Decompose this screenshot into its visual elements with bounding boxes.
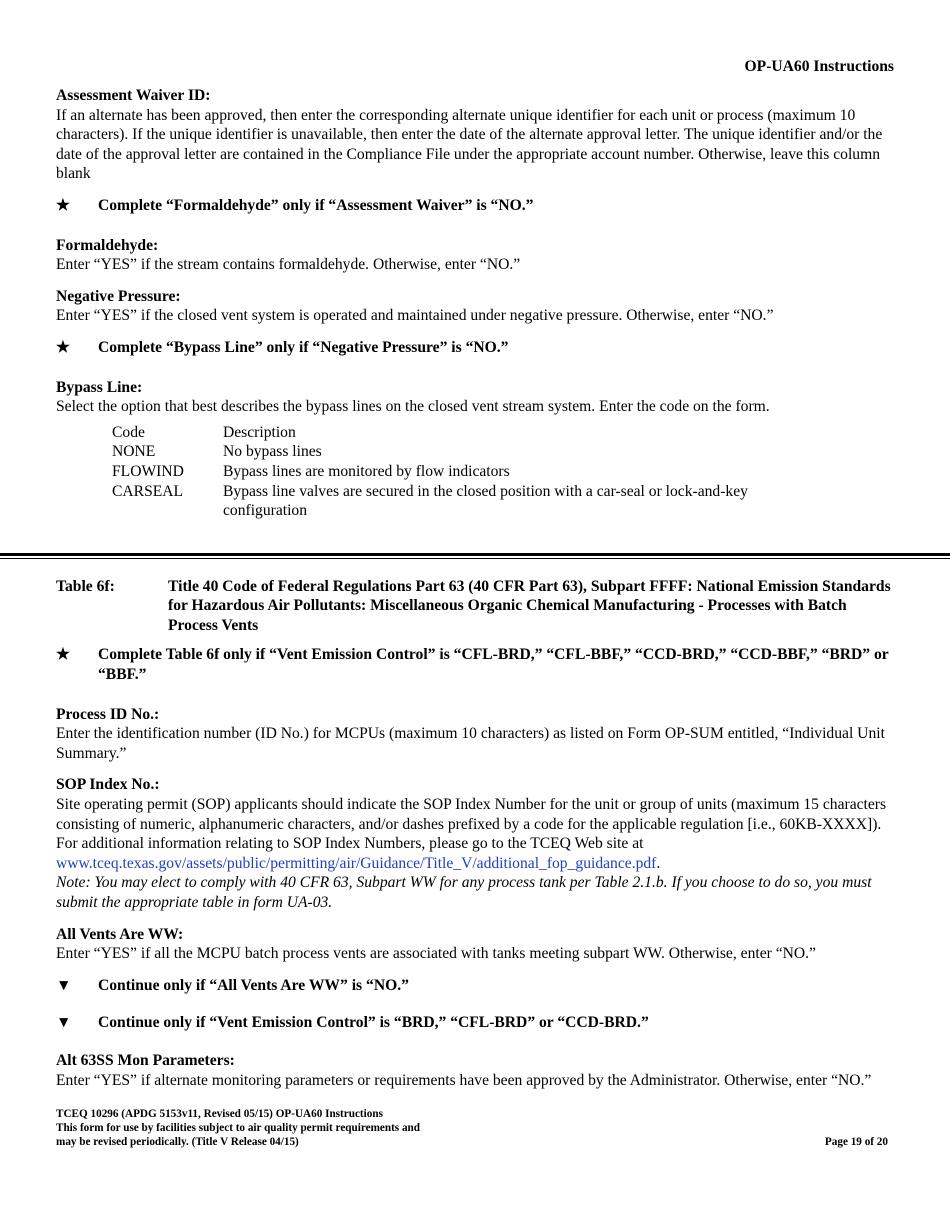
conditional-note [56, 196, 896, 216]
star-icon: ★ [56, 196, 70, 214]
description-cell: Bypass lines are monitored by flow indicators [223, 462, 510, 480]
section-heading: Assessment Waiver ID: [56, 87, 211, 104]
column-header-description: Description [223, 423, 296, 441]
star-icon: ★ [56, 338, 70, 356]
table-row [112, 462, 896, 482]
description-cell: No bypass lines [223, 443, 322, 461]
alt-63ss-section [56, 1051, 896, 1090]
body-text-end: . [656, 854, 661, 872]
note-text: Continue only if “Vent Emission Control” is “BRD,” “CFL-BRD” or “CCD-BRD.” [98, 1014, 649, 1032]
triangle-down-icon: ▼ [56, 976, 72, 994]
conditional-note [56, 338, 896, 358]
footer-line: may be revised periodically. (Title V Release 04/15) [56, 1136, 299, 1149]
section-heading: Process ID No.: [56, 705, 160, 723]
table-row [112, 482, 896, 521]
table-header-row [112, 423, 896, 443]
section-heading: Formaldehyde: [56, 236, 159, 254]
code-cell: NONE [112, 443, 156, 461]
description-cell: Bypass line valves are secured in the closed position with a car-seal or lock-and-key configuration [223, 482, 748, 520]
note-text: Continue only if “All Vents Are WW” is “NO.” [98, 976, 409, 994]
bypass-code-table [112, 423, 896, 521]
section-body: Enter “YES” if all the MCPU batch process vents are associated with tanks meeting subpart WW. Otherwise, enter “NO.” [56, 945, 816, 963]
page-number: Page 19 of 20 [824, 1136, 888, 1149]
table-6f-title [56, 577, 896, 636]
column-header-code: Code [112, 423, 145, 441]
code-cell: FLOWIND [112, 462, 184, 480]
bypass-line-section [56, 378, 896, 521]
section-heading: Negative Pressure: [56, 287, 181, 305]
all-vents-ww-section [56, 925, 896, 964]
section-body [56, 795, 896, 873]
section-body: Enter “YES” if the closed vent system is operated and maintained under negative pressure. Otherwise, enter “NO.” [56, 307, 774, 325]
table-row [112, 442, 896, 462]
triangle-down-icon: ▼ [56, 1014, 72, 1032]
section-body: Enter “YES” if the stream contains formaldehyde. Otherwise, enter “NO.” [56, 256, 521, 274]
footer-line: This form for use by facilities subject to air quality permit requirements and [56, 1122, 420, 1135]
assessment-waiver-section [56, 86, 896, 184]
conditional-note [56, 645, 896, 684]
note-text: Complete “Bypass Line” only if “Negative Pressure” is “NO.” [98, 338, 509, 356]
document-body [56, 86, 896, 1102]
section-body: Enter the identification number (ID No.) for MCPUs (maximum 10 characters) as listed on Form OP-SUM entitled, “Individual Unit Summary.” [56, 725, 885, 762]
code-cell: CARSEAL [112, 482, 184, 500]
table-label: Table 6f: [56, 577, 115, 595]
continue-note [56, 976, 896, 996]
negative-pressure-section [56, 287, 896, 326]
section-body: If an alternate has been approved, then enter the corresponding alternate unique identifier for each unit or process (maximum 10 characters). If the unique identifier is unavailable, then enter the date of the alternate approval letter. The unique identifier and/or the date of the approval letter are contained in the Compliance File under the appropriate account number. Otherwise, leave this column blank [56, 106, 883, 183]
page-footer [56, 1107, 888, 1150]
section-divider-thick [0, 553, 950, 556]
star-icon: ★ [56, 646, 70, 664]
section-heading: Alt 63SS Mon Parameters: [56, 1051, 235, 1069]
footer-line: TCEQ 10296 (APDG 5153v11, Revised 05/15) OP-UA60 Instructions [56, 1108, 383, 1120]
formaldehyde-section [56, 236, 896, 275]
section-body: Select the option that best describes the bypass lines on the closed vent stream system. Enter the code on the form. [56, 398, 770, 416]
section-heading: SOP Index No.: [56, 776, 160, 794]
body-text: Site operating permit (SOP) applicants should indicate the SOP Index Number for the unit or group of units (maximum 15 characters consisting of numeric, alphanumeric characters, and/or dashes prefixed by a code for the applicable regulation [i.e., 60KB-XXXX]). For additional information relating to SOP Index Numbers, please go to the TCEQ Web site at [56, 796, 887, 853]
note-text: Complete Table 6f only if “Vent Emission Control” is “CFL-BRD,” “CFL-BBF,” “CCD-BRD,” “CCD-BBF,” “BRD” or “BBF.” [98, 646, 889, 684]
guidance-link[interactable]: www.tceq.texas.gov/assets/public/permitting/air/Guidance/Title_V/additional_fop_guidance.pdf [56, 854, 657, 872]
section-heading: All Vents Are WW: [56, 925, 184, 943]
section-heading: Bypass Line: [56, 378, 143, 396]
section-note: Note: You may elect to comply with 40 CFR 63, Subpart WW for any process tank per Table 2.1.b. If you choose to do so, you must submit the appropriate table in form UA-03. [56, 874, 872, 911]
sop-index-section [56, 775, 896, 912]
process-id-section [56, 705, 896, 764]
continue-note [56, 1013, 896, 1033]
section-body: Enter “YES” if alternate monitoring parameters or requirements have been approved by the Administrator. Otherwise, enter “NO.” [56, 1071, 872, 1089]
note-text: Complete “Formaldehyde” only if “Assessment Waiver” is “NO.” [98, 196, 534, 214]
section-divider-thin [0, 558, 950, 559]
page-header-title: OP-UA60 Instructions [744, 58, 894, 75]
table-title-text: Title 40 Code of Federal Regulations Part 63 (40 CFR Part 63), Subpart FFFF: National Emission Standards for Hazardous Air Pollutants: Miscellaneous Organic Chemical Manufacturing - Processes with Batch Process Vents [168, 577, 891, 634]
